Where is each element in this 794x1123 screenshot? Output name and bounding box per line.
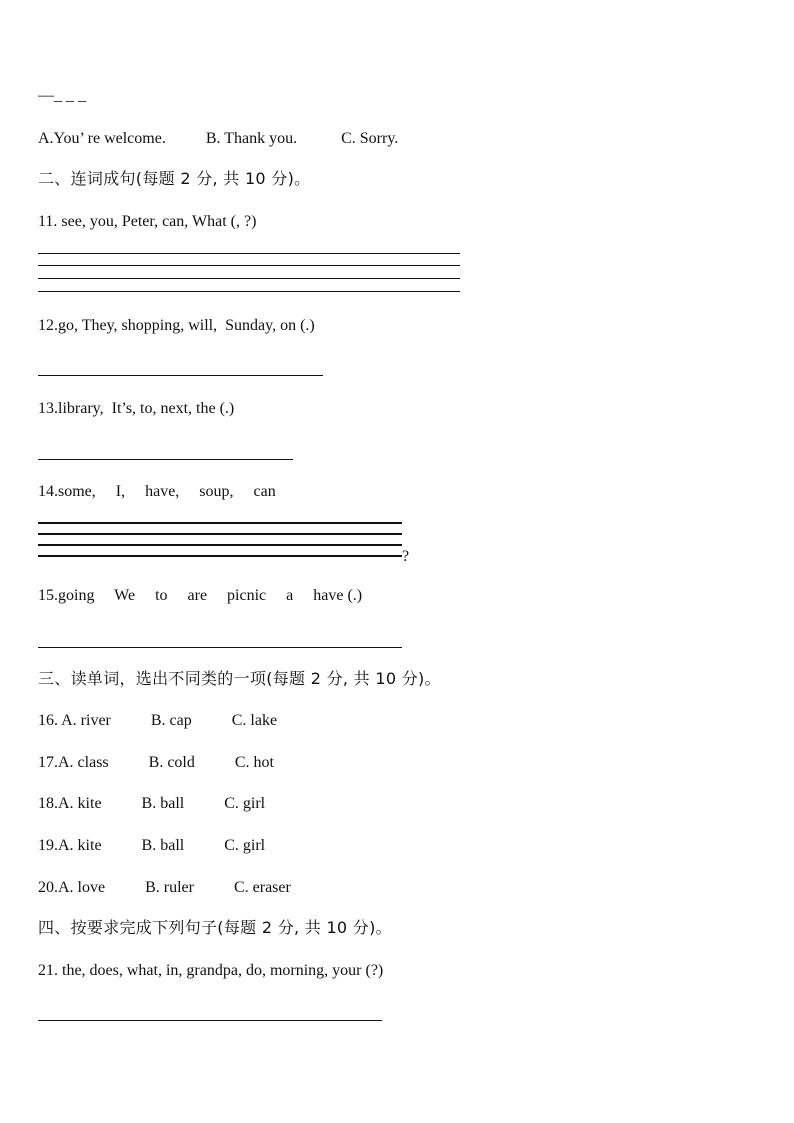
q21-answer-line[interactable] xyxy=(38,1020,382,1021)
q18-options: 18.A. kite B. ball C. girl xyxy=(38,795,266,812)
q15-answer-line[interactable] xyxy=(38,647,402,648)
q11-prompt: 11. see, you, Peter, can, What (, ?) xyxy=(38,213,257,230)
q10-options: A.You’ re welcome. B. Thank you. C. Sorry. xyxy=(38,130,399,147)
q11-answer-line-3[interactable] xyxy=(38,278,460,279)
q15-prompt: 15.going We to are picnic a have (.) xyxy=(38,587,363,604)
top-answer-blank: —_ _ _ xyxy=(38,87,86,104)
section3-title: 三、读单词，选出不同类的一项(每题 2 分, 共 10 分)。 xyxy=(38,669,441,688)
q11-answer-line-4[interactable] xyxy=(38,291,460,292)
q12-prompt: 12.go, They, shopping, will, Sunday, on (.) xyxy=(38,317,315,334)
q21-prompt: 21. the, does, what, in, grandpa, do, morning, your (?) xyxy=(38,962,384,979)
q14-answer-line-4[interactable] xyxy=(38,555,402,557)
q20-options: 20.A. love B. ruler C. eraser xyxy=(38,879,291,896)
q16-options: 16. A. river B. cap C. lake xyxy=(38,712,278,729)
q14-answer-line-1[interactable] xyxy=(38,522,402,524)
q13-answer-line[interactable] xyxy=(38,459,293,460)
q13-prompt: 13.library, It’s, to, next, the (.) xyxy=(38,400,235,417)
q12-answer-line[interactable] xyxy=(38,375,323,376)
section2-title: 二、连词成句(每题 2 分, 共 10 分)。 xyxy=(38,169,311,188)
q11-answer-line-1[interactable] xyxy=(38,253,460,254)
q19-options: 19.A. kite B. ball C. girl xyxy=(38,837,266,854)
q14-answer-line-2[interactable] xyxy=(38,533,402,535)
q14-prompt: 14.some, I, have, soup, can xyxy=(38,483,276,500)
q17-options: 17.A. class B. cold C. hot xyxy=(38,754,274,771)
q14-question-mark: ? xyxy=(402,548,410,565)
section4-title: 四、按要求完成下列句子(每题 2 分, 共 10 分)。 xyxy=(38,918,392,937)
q14-answer-line-3[interactable] xyxy=(38,544,402,546)
q11-answer-line-2[interactable] xyxy=(38,265,460,266)
